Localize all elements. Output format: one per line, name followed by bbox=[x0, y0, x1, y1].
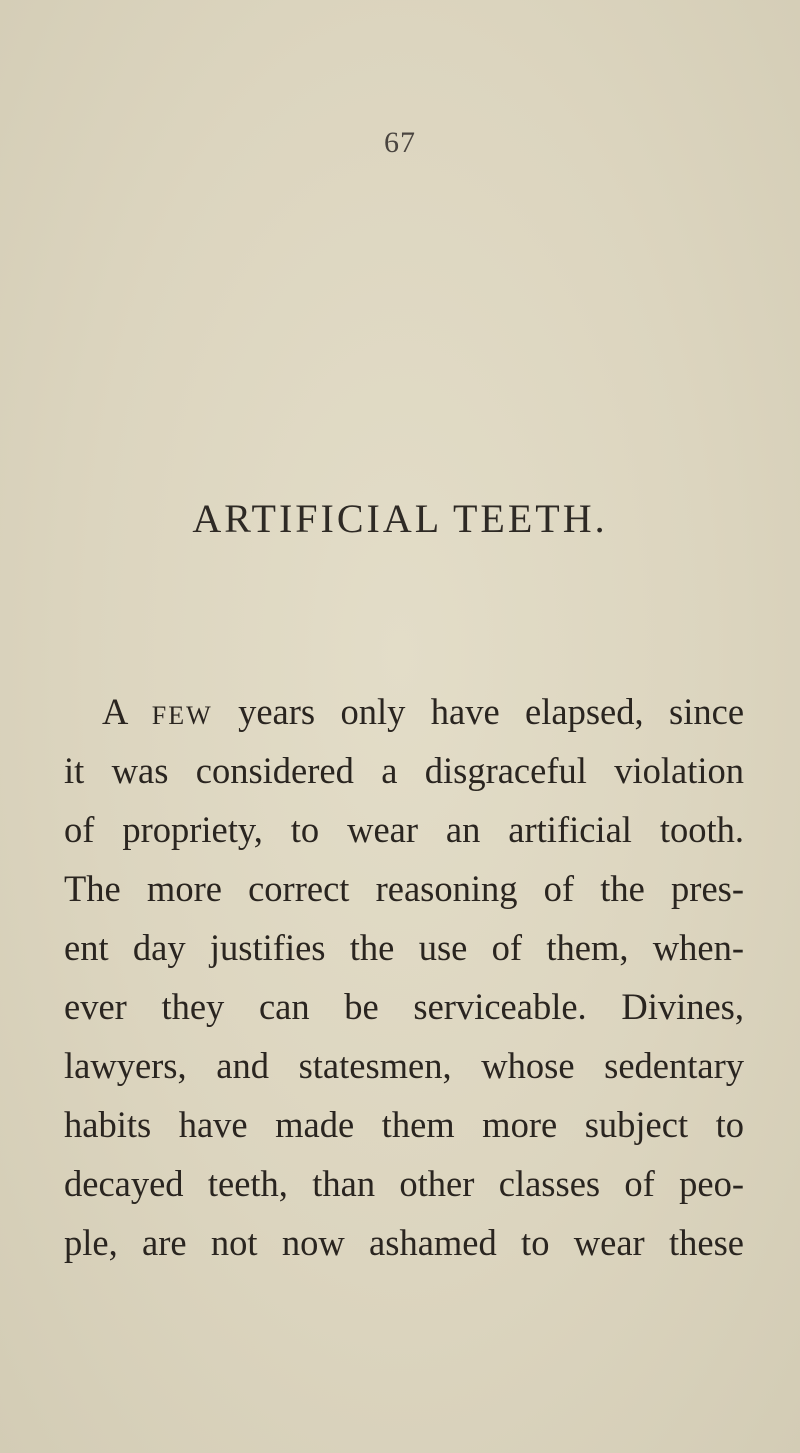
text-line: habits have made them more subject to bbox=[64, 1104, 744, 1145]
text-line: ever they can be serviceable. Divines, bbox=[64, 986, 744, 1027]
text-line: ent day justifies the use of them, when- bbox=[64, 927, 744, 968]
text-line: ple, are not now ashamed to wear these bbox=[64, 1222, 744, 1263]
text-line: decayed teeth, than other classes of peo- bbox=[64, 1163, 744, 1204]
lead-small-caps: few bbox=[151, 691, 213, 732]
body-paragraph bbox=[64, 682, 744, 1272]
text-line bbox=[64, 682, 744, 741]
chapter-title: ARTIFICIAL TEETH. bbox=[192, 496, 608, 541]
text-line: it was considered a disgraceful violation bbox=[64, 750, 744, 791]
page-number: 67 bbox=[384, 126, 416, 159]
lead-word: A bbox=[102, 691, 127, 732]
text-line: of propriety, to wear an artificial tooth. bbox=[64, 809, 744, 850]
text-line: lawyers, and statesmen, whose sedentary bbox=[64, 1045, 744, 1086]
line-text: years only have elapsed, since bbox=[238, 691, 745, 732]
text-line: The more correct reasoning of the pres- bbox=[64, 868, 744, 909]
